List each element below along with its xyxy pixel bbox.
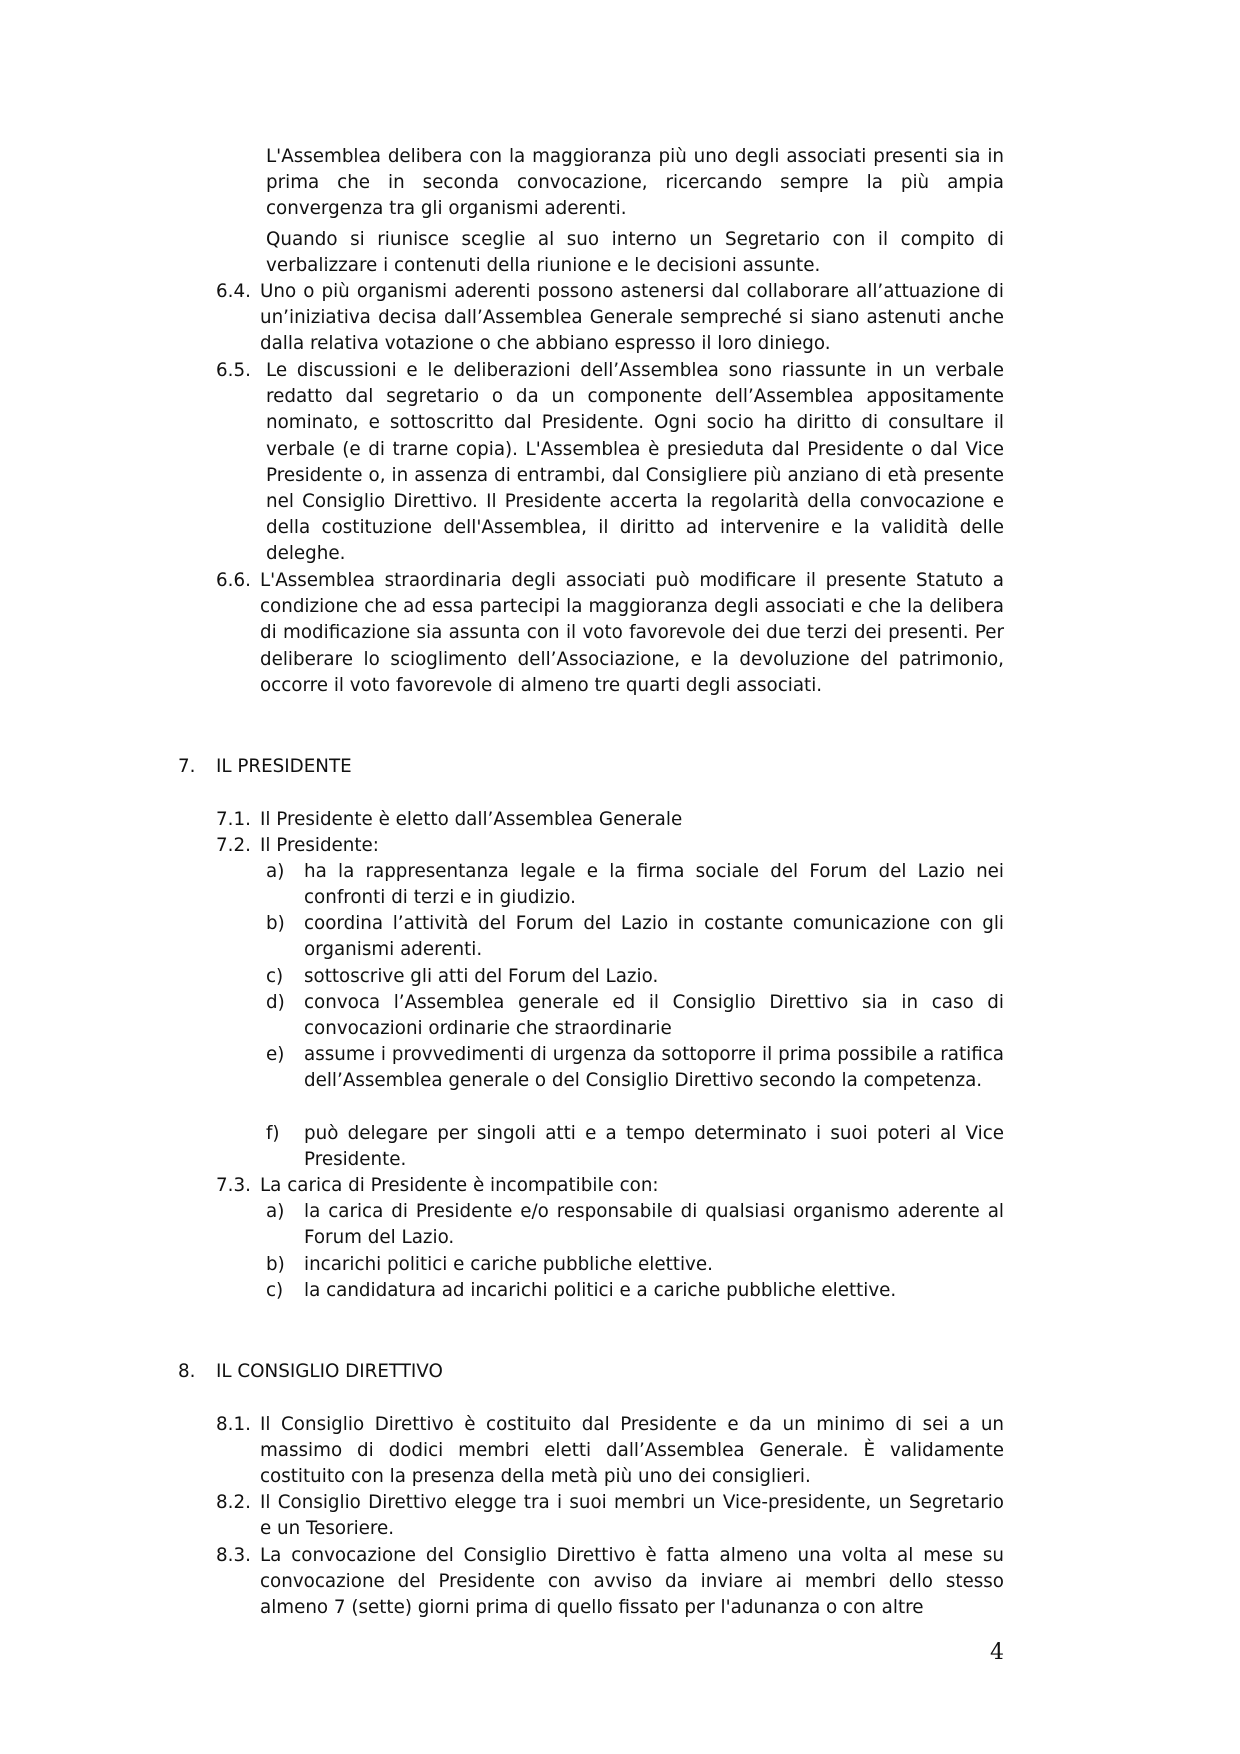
list-item-7-2-c	[266, 964, 1004, 990]
clause-7-1	[216, 807, 1006, 833]
clause-text: Uno o più organismi aderenti possono astenersi dal collaborare all’attuazione di un’iniziativa decisa dall’Assemblea Generale sempreché si siano astenuti anche dalla relativa votazione o che abbiano espresso il loro diniego.	[260, 281, 1004, 355]
clause-7-2	[216, 833, 1006, 859]
list-letter: e)	[266, 1044, 285, 1065]
clause-text: L'Assemblea straordinaria degli associati può modificare il presente Statuto a condizione che ad essa partecipi la maggioranza degli associati e che la delibera di modificazione sia assunta con il voto favorevole dei due terzi dei presenti. Per deliberare lo scioglimento dell’Associazione, e la devoluzione del patrimonio, occorre il voto favorevole di almeno tre quarti degli associati.	[260, 570, 1004, 696]
clause-8-2	[216, 1490, 1006, 1543]
clause-text: Il Consiglio Direttivo è costituito dal Presidente e da un minimo di sei a un massimo di dodici membri eletti dall’Assemblea Generale. È validamente costituito con la presenza della metà più uno dei consiglieri.	[260, 1414, 1004, 1488]
section-title: IL CONSIGLIO DIRETTIVO	[216, 1361, 443, 1382]
list-letter: f)	[266, 1123, 280, 1144]
list-text: sottoscrive gli atti del Forum del Lazio.	[304, 966, 659, 987]
list-item-7-2-f	[266, 1121, 1004, 1174]
list-letter: d)	[266, 992, 285, 1013]
clause-6-4	[216, 279, 1006, 359]
clause-8-1	[216, 1412, 1006, 1492]
clause-text: Il Consiglio Direttivo elegge tra i suoi membri un Vice-presidente, un Segretario e un Tesoriere.	[260, 1492, 1004, 1540]
list-text: la carica di Presidente e/o responsabile di qualsiasi organismo aderente al Forum del Lazio.	[304, 1201, 1004, 1249]
list-item-7-3-c	[266, 1278, 1004, 1304]
clause-8-3	[216, 1543, 1006, 1623]
clause-6-5	[216, 358, 1006, 568]
list-letter: c)	[266, 966, 284, 987]
paragraph-segretario: Quando si riunisce sceglie al suo interno un Segretario con il compito di verbalizzare i contenuti della riunione e le decisioni assunte.	[266, 229, 1004, 277]
list-letter: b)	[266, 1254, 285, 1275]
clause-number: 6.4.	[216, 281, 251, 302]
clause-text: La convocazione del Consiglio Direttivo è fatta almeno una volta al mese su convocazione del Presidente con avviso da inviare ai membri dello stesso almeno 7 (sette) giorni prima di quello fissato per l'adunanza o con altre	[260, 1545, 1004, 1619]
list-item-7-3-a	[266, 1199, 1004, 1252]
section-title: IL PRESIDENTE	[216, 756, 352, 777]
clause-number: 6.6.	[216, 570, 251, 591]
clause-text: Il Presidente:	[260, 835, 379, 856]
clause-6-6	[216, 568, 1006, 698]
list-letter: b)	[266, 913, 285, 934]
list-letter: a)	[266, 861, 285, 882]
list-item-7-2-b	[266, 911, 1004, 964]
clause-text: Le discussioni e le deliberazioni dell’Assemblea sono riassunte in un verbale redatto dal segretario o da un componente dell’Assemblea appositamente nominato, e sottoscritto dal Presidente. Ogni socio ha diritto di consultare il verbale (e di trarne copia). L'Assemblea è presieduta dal Presidente o dal Vice Presidente o, in assenza di entrambi, dal Consigliere più anziano di età presente nel Consiglio Direttivo. Il Presidente accerta la regolarità della convocazione e della costituzione dell'Assemblea, il diritto ad intervenire e la validità delle deleghe.	[266, 360, 1004, 565]
list-text: ha la rappresentanza legale e la firma sociale del Forum del Lazio nei confronti di terzi e in giudizio.	[304, 861, 1004, 909]
list-text: può delegare per singoli atti e a tempo determinato i suoi poteri al Vice Presidente.	[304, 1123, 1004, 1171]
section-number: 7.	[178, 756, 196, 777]
page-number: 4	[990, 1640, 1004, 1665]
clause-text: Il Presidente è eletto dall’Assemblea Generale	[260, 809, 683, 830]
clause-number: 6.5.	[216, 360, 251, 381]
clause-number: 8.3.	[216, 1545, 251, 1566]
list-text: coordina l’attività del Forum del Lazio in costante comunicazione con gli organismi aderenti.	[304, 913, 1004, 961]
clause-number: 7.3.	[216, 1175, 251, 1196]
clause-number: 8.2.	[216, 1492, 251, 1513]
list-text: convoca l’Assemblea generale ed il Consiglio Direttivo sia in caso di convocazioni ordinarie che straordinarie	[304, 992, 1004, 1040]
list-letter: c)	[266, 1280, 284, 1301]
clause-7-3	[216, 1173, 1006, 1199]
section-number: 8.	[178, 1361, 196, 1382]
paragraph-assemblea-delibera: L'Assemblea delibera con la maggioranza più uno degli associati presenti sia in prima che in seconda convocazione, ricercando sempre la più ampia convergenza tra gli organismi aderenti.	[266, 146, 1004, 220]
list-text: assume i provvedimenti di urgenza da sottoporre il prima possibile a ratifica dell’Assemblea generale o del Consiglio Direttivo secondo la competenza.	[304, 1044, 1004, 1092]
clause-number: 7.1.	[216, 809, 251, 830]
clause-text: La carica di Presidente è incompatibile con:	[260, 1175, 659, 1196]
list-item-7-2-e	[266, 1042, 1004, 1121]
list-item-7-3-b	[266, 1252, 1004, 1278]
list-letter: a)	[266, 1201, 285, 1222]
list-text: incarichi politici e cariche pubbliche elettive.	[304, 1254, 713, 1275]
clause-number: 8.1.	[216, 1414, 251, 1435]
clause-number: 7.2.	[216, 835, 251, 856]
list-item-7-2-d	[266, 990, 1004, 1043]
list-text: la candidatura ad incarichi politici e a cariche pubbliche elettive.	[304, 1280, 897, 1301]
list-item-7-2-a	[266, 859, 1004, 912]
